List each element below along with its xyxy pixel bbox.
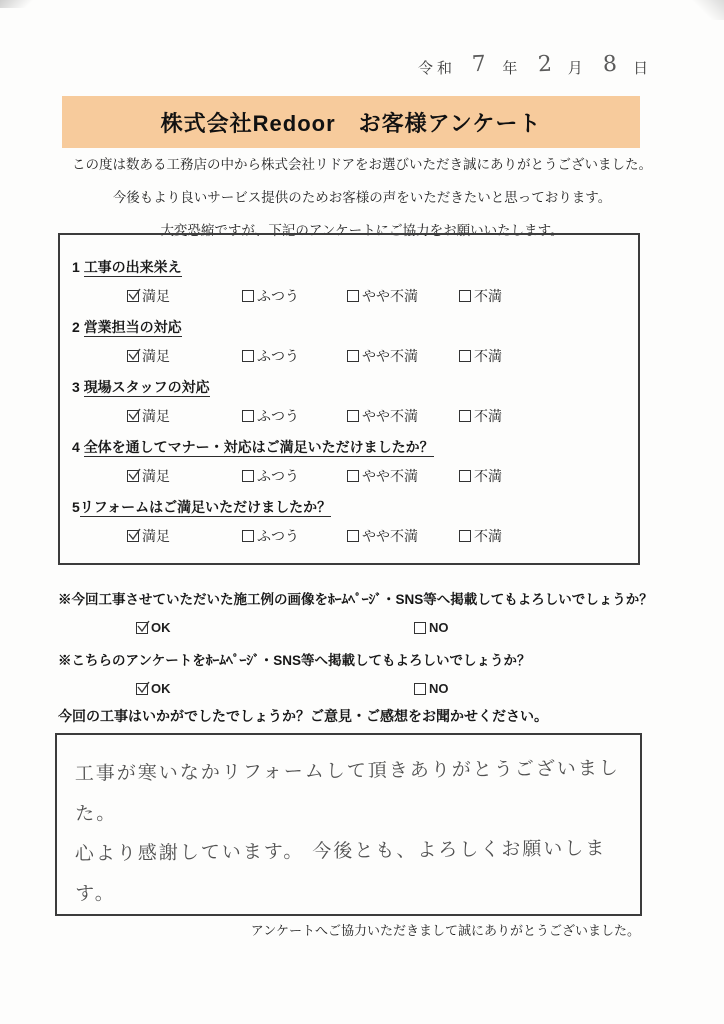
option-fuman: 不満 — [459, 526, 502, 546]
option-futsuu: ふつう — [242, 406, 347, 426]
date-day-label: 日 — [633, 60, 653, 77]
options-row — [127, 466, 638, 486]
options-row — [127, 526, 638, 546]
option-no: NO — [414, 620, 449, 635]
checkbox-unchecked[interactable] — [459, 290, 471, 302]
date-year-label: 年 — [502, 60, 522, 77]
question-3 — [72, 377, 638, 426]
question-number: 2 — [72, 319, 80, 335]
checkbox-unchecked[interactable] — [242, 470, 254, 482]
option-futsuu: ふつう — [242, 466, 347, 486]
question-title: 4 全体を通してマナー・対応はご満足いただけましたか？ — [72, 439, 434, 455]
option-fuman: 不満 — [459, 466, 502, 486]
option-manzoku: 満足 — [127, 526, 242, 546]
checkbox-unchecked[interactable] — [242, 350, 254, 362]
option-yaya-fuman: やや不満 — [347, 526, 459, 546]
option-fuman: 不満 — [459, 286, 502, 306]
permission-question-text: ※今回工事させていただいた施工例の画像をﾎｰﾑﾍﾟｰｼﾞ・SNS等へ掲載してもよろしいでしょうか？ — [58, 592, 653, 607]
permission-options-row — [136, 681, 678, 696]
checkbox-checked[interactable] — [127, 410, 139, 422]
option-futsuu: ふつう — [242, 526, 347, 546]
option-ok: OK — [136, 681, 414, 696]
footer-thanks: アンケートへご協力いただきまして誠にありがとうございました。 — [250, 923, 640, 938]
checkbox-unchecked[interactable] — [242, 290, 254, 302]
date-day-value: 8 — [602, 51, 618, 78]
option-yaya-fuman: やや不満 — [347, 466, 459, 486]
comment-heading: 今回の工事はいかがでしたでしょうか？ご意見・ご感想をお聞かせください。 — [58, 708, 548, 724]
question-1 — [72, 257, 638, 306]
handwritten-comment-line: 工事が寒いなかリフォームして頂きありがとうございました。 — [74, 757, 620, 825]
question-2 — [72, 317, 638, 366]
question-number: 1 — [72, 259, 80, 275]
check-mark — [126, 347, 142, 363]
permission-question-survey — [58, 649, 678, 696]
checkbox-unchecked[interactable] — [459, 530, 471, 542]
checkbox-checked[interactable] — [127, 350, 139, 362]
option-manzoku: 満足 — [127, 286, 242, 306]
question-number: 3 — [72, 379, 80, 395]
options-row — [127, 286, 638, 306]
checkbox-unchecked[interactable] — [242, 530, 254, 542]
permission-options-row — [136, 620, 678, 635]
checkbox-unchecked[interactable] — [459, 410, 471, 422]
check-mark — [126, 467, 142, 483]
permission-question-text: ※こちらのアンケートをﾎｰﾑﾍﾟｰｼﾞ・SNS等へ掲載してもよろしいでしょうか？ — [58, 653, 531, 668]
checkbox-unchecked[interactable] — [459, 350, 471, 362]
check-mark — [126, 287, 142, 303]
option-fuman: 不満 — [459, 406, 502, 426]
check-mark — [135, 680, 151, 696]
scan-artifact — [0, 0, 40, 8]
option-manzoku: 満足 — [127, 346, 242, 366]
checkbox-unchecked[interactable] — [347, 290, 359, 302]
option-futsuu: ふつう — [242, 346, 347, 366]
title-banner — [62, 96, 640, 148]
option-no: NO — [414, 681, 449, 696]
question-title: 2 営業担当の対応 — [72, 319, 182, 335]
date-year-value: 7 — [471, 51, 487, 78]
date-month-value: 2 — [536, 51, 553, 78]
checkbox-unchecked[interactable] — [347, 530, 359, 542]
checkbox-checked[interactable] — [127, 290, 139, 302]
date-era: 令和 — [418, 60, 457, 77]
intro-line: この度は数ある工務店の中から株式会社リドアをお選びいただき誠にありがとうございました。 — [71, 157, 653, 172]
date-month-label: 月 — [567, 60, 587, 77]
question-number: 4 — [72, 439, 80, 455]
checkbox-checked[interactable] — [127, 470, 139, 482]
option-ok: OK — [136, 620, 414, 635]
permission-question-photos — [58, 588, 678, 635]
option-fuman: 不満 — [459, 346, 502, 366]
question-title: 5リフォームはご満足いただけましたか？ — [72, 499, 332, 515]
question-5 — [72, 497, 638, 546]
option-yaya-fuman: やや不満 — [347, 286, 459, 306]
question-title: 1 工事の出来栄え — [72, 259, 182, 275]
question-number: 5 — [72, 499, 80, 515]
checkbox-checked[interactable] — [136, 683, 148, 695]
comment-box[interactable] — [55, 733, 642, 916]
check-mark — [126, 407, 142, 423]
checkbox-unchecked[interactable] — [347, 350, 359, 362]
handwritten-comment-line: 心より感謝しています。 今後とも、よろしくお願いします。 — [74, 837, 607, 905]
check-mark — [126, 527, 142, 543]
checkbox-unchecked[interactable] — [347, 470, 359, 482]
checkbox-checked[interactable] — [136, 622, 148, 634]
options-row — [127, 346, 638, 366]
scan-artifact — [690, 0, 724, 20]
option-yaya-fuman: やや不満 — [347, 346, 459, 366]
checkbox-unchecked[interactable] — [242, 410, 254, 422]
checkbox-unchecked[interactable] — [459, 470, 471, 482]
question-title: 3 現場スタッフの対応 — [72, 379, 210, 395]
checkbox-unchecked[interactable] — [347, 410, 359, 422]
question-4 — [72, 437, 638, 486]
option-manzoku: 満足 — [127, 466, 242, 486]
date-line — [418, 51, 653, 79]
check-mark — [135, 619, 151, 635]
survey-box — [58, 233, 640, 565]
checkbox-checked[interactable] — [127, 530, 139, 542]
page-title: 株式会社Redoor お客様アンケート — [160, 110, 542, 136]
checkbox-unchecked[interactable] — [414, 683, 426, 695]
intro-line: 今後もより良いサービス提供のためお客様の声をいただきたいと思っております。 — [112, 190, 612, 205]
option-futsuu: ふつう — [242, 286, 347, 306]
options-row — [127, 406, 638, 426]
permissions-section — [58, 588, 678, 710]
option-manzoku: 満足 — [127, 406, 242, 426]
intro-line: 大変恐縮ですが、下記のアンケートにご協力をお願いいたします。 — [160, 223, 564, 238]
option-yaya-fuman: やや不満 — [347, 406, 459, 426]
checkbox-unchecked[interactable] — [414, 622, 426, 634]
